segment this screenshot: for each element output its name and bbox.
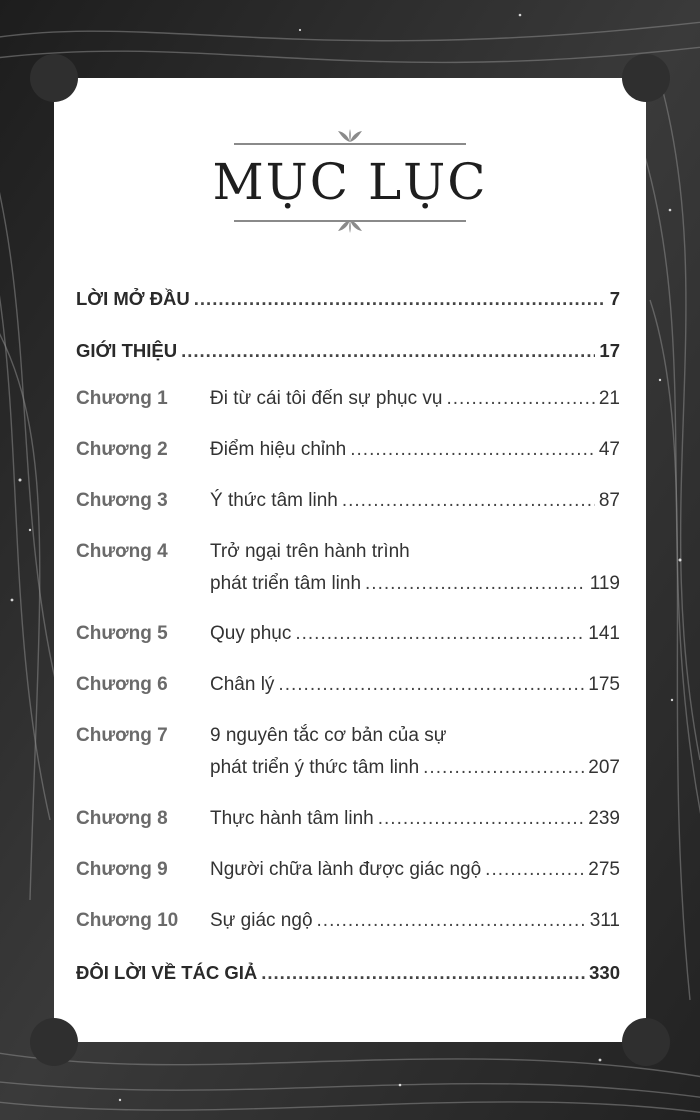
chapter-title: Ý thức tâm linh xyxy=(210,490,338,511)
toc-entry-page: 7 xyxy=(609,288,620,309)
chapter-label: Chương 2 xyxy=(76,439,168,460)
chapter-title: Trở ngại trên hành trình xyxy=(210,541,410,562)
dot-leader xyxy=(194,288,606,310)
chapter-label: Chương 4 xyxy=(76,541,168,562)
dot-leader xyxy=(350,439,595,461)
chapter-page: 87 xyxy=(598,490,620,511)
chapter-page: 21 xyxy=(598,388,620,409)
chapter-page: 275 xyxy=(588,859,620,880)
chapter-title: Chân lý xyxy=(210,674,275,695)
dot-leader xyxy=(378,808,585,830)
dot-leader xyxy=(365,573,586,595)
dot-leader xyxy=(295,623,584,645)
chapter-title: phát triển ý thức tâm linh xyxy=(210,757,420,778)
chapter-label: Chương 6 xyxy=(76,674,168,695)
chapter-label: Chương 7 xyxy=(76,725,168,746)
toc-entry[interactable] xyxy=(76,288,620,310)
page-title: MỤC LỤC xyxy=(212,153,488,211)
toc-entry[interactable] xyxy=(76,340,620,362)
chapter-title: 9 nguyên tắc cơ bản của sự xyxy=(210,725,447,746)
dot-leader xyxy=(278,674,584,696)
dot-leader xyxy=(485,859,584,881)
chapter-label: Chương 1 xyxy=(76,388,168,409)
chapter-title: phát triển tâm linh xyxy=(210,573,362,594)
dot-leader xyxy=(317,910,586,932)
dot-leader xyxy=(446,388,594,410)
chapter-label: Chương 8 xyxy=(76,808,168,829)
chapter-title: Người chữa lành được giác ngộ xyxy=(210,859,482,880)
chapter-label: Chương 9 xyxy=(76,859,168,880)
toc-entry-title: LỜI MỞ ĐẦU xyxy=(76,288,190,309)
chapter-page: 239 xyxy=(588,808,620,829)
chapter-label: Chương 10 xyxy=(76,910,179,931)
chapter-page: 311 xyxy=(589,910,620,931)
toc-entry-page: 330 xyxy=(589,962,620,983)
dot-leader xyxy=(423,757,584,779)
chapter-page: 175 xyxy=(588,674,620,695)
dot-leader xyxy=(181,340,595,362)
chapter-page: 119 xyxy=(589,573,620,594)
chapter-page: 47 xyxy=(598,439,620,460)
chapter-page: 141 xyxy=(588,623,620,644)
chapter-title: Thực hành tâm linh xyxy=(210,808,374,829)
chapter-title: Đi từ cái tôi đến sự phục vụ xyxy=(210,388,443,409)
chapter-title: Quy phục xyxy=(210,623,292,644)
dot-leader xyxy=(342,490,595,512)
chapter-title: Sự giác ngộ xyxy=(210,910,313,931)
toc-entry-page: 17 xyxy=(599,340,620,361)
toc-entry[interactable] xyxy=(76,962,620,984)
toc-entry-title: GIỚI THIỆU xyxy=(76,340,178,361)
toc-entry-title: ĐÔI LỜI VỀ TÁC GIẢ xyxy=(76,962,258,983)
chapter-page: 207 xyxy=(588,757,620,778)
chapter-label: Chương 3 xyxy=(76,490,168,511)
chapter-label: Chương 5 xyxy=(76,623,168,644)
chapter-title: Điểm hiệu chỉnh xyxy=(210,439,347,460)
dot-leader xyxy=(261,962,585,984)
